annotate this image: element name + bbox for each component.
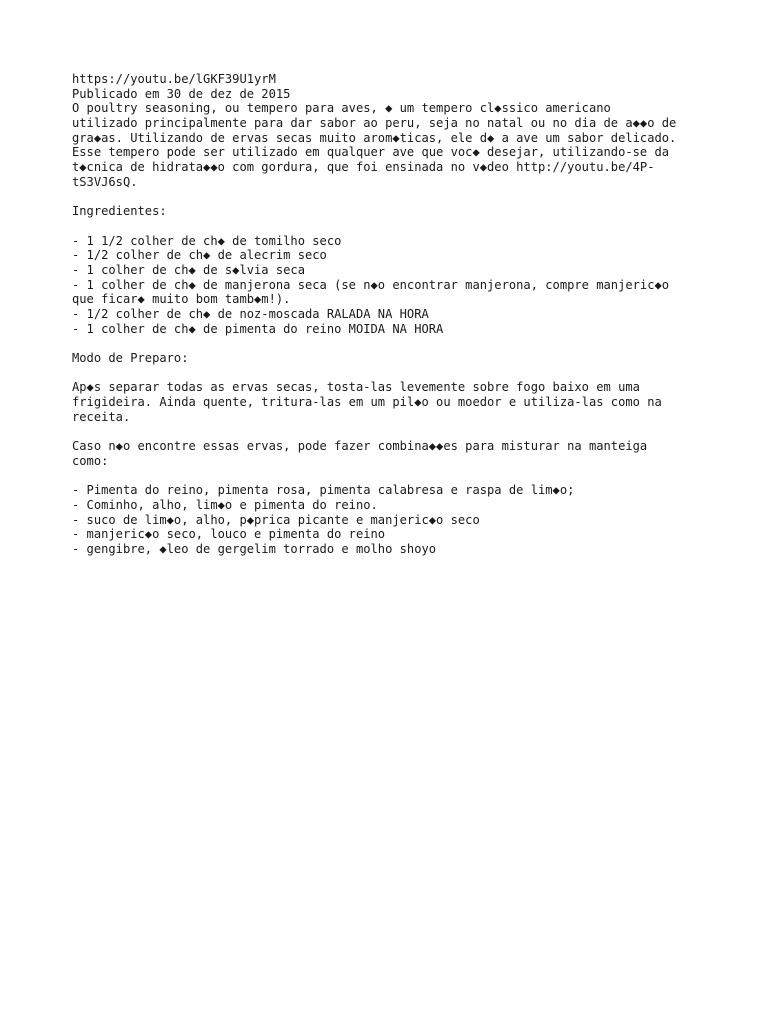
preparation-line: Ap◆s separar todas as ervas secas, tosta-las levemente sobre fogo baixo em uma	[72, 380, 640, 395]
preparation-line: receita.	[72, 409, 131, 424]
blank-line	[72, 469, 702, 484]
intro-line: Esse tempero pode ser utilizado em qualquer ave que voc◆ desejar, utilizando-se da	[72, 145, 670, 160]
intro-line: tS3VJ6sQ.	[72, 174, 138, 189]
alternatives-list	[72, 483, 702, 556]
ingredient-item: - 1 colher de ch◆ de s◆lvia seca	[72, 262, 305, 277]
intro-line: t◆cnica de hidrata◆◆o com gordura, que foi ensinada no v◆deo http://youtu.be/4P-	[72, 160, 655, 175]
alternative-item: - manjeric◆o seco, louco e pimenta do reino	[72, 527, 386, 542]
preparation-line: frigideira. Ainda quente, tritura-las em um pil◆o ou moedor e utiliza-las como na	[72, 395, 662, 410]
blank-line	[72, 190, 702, 205]
ingredient-item: - 1/2 colher de ch◆ de noz-moscada RALADA NA HORA	[72, 307, 429, 321]
preparation-paragraph	[72, 380, 702, 424]
ingredient-item: que ficar◆ muito bom tamb◆m!).	[72, 292, 291, 307]
alternatives-intro-line: como:	[72, 453, 109, 468]
ingredient-item: - 1/2 colher de ch◆ de alecrim seco	[72, 248, 327, 263]
ingredient-item: - 1 colher de ch◆ de pimenta do reino MOIDA NA HORA	[72, 321, 444, 336]
alternative-item: - Cominho, alho, lim◆o e pimenta do reino.	[72, 497, 378, 512]
preparation-heading: Modo de Preparo:	[72, 351, 189, 366]
alternative-item: - gengibre, ◆leo de gergelim torrado e molho shoyo	[72, 542, 437, 556]
intro-line: utilizado principalmente para dar sabor ao peru, seja no natal ou no dia de a◆◆o de	[72, 116, 677, 131]
alternative-item: - Pimenta do reino, pimenta rosa, pimenta calabresa e raspa de lim◆o;	[72, 483, 575, 498]
intro-paragraph	[72, 101, 702, 189]
video-url: https://youtu.be/lGKF39U1yrM	[72, 72, 276, 86]
blank-line	[72, 219, 702, 234]
ingredient-item: - 1 colher de ch◆ de manjerona seca (se n◆o encontrar manjerona, compre manjeric◆o	[72, 277, 670, 292]
blank-line	[72, 366, 702, 381]
ingredient-item: - 1 1/2 colher de ch◆ de tomilho seco	[72, 233, 342, 248]
alternatives-intro-line: Caso n◆o encontre essas ervas, pode fazer combina◆◆es para misturar na manteiga	[72, 439, 648, 454]
document-page	[72, 72, 702, 557]
alternatives-intro	[72, 439, 702, 468]
blank-line	[72, 425, 702, 440]
alternative-item: - suco de lim◆o, alho, p◆prica picante e manjeric◆o seco	[72, 512, 480, 527]
ingredients-list	[72, 234, 702, 337]
intro-line: O poultry seasoning, ou tempero para aves, ◆ um tempero cl◆ssico americano	[72, 101, 611, 116]
intro-line: gra◆as. Utilizando de ervas secas muito arom◆ticas, ele d◆ a ave um sabor delicado.	[72, 130, 677, 145]
blank-line	[72, 336, 702, 351]
ingredients-heading: Ingredientes:	[72, 204, 167, 219]
published-date: Publicado em 30 de dez de 2015	[72, 86, 291, 101]
